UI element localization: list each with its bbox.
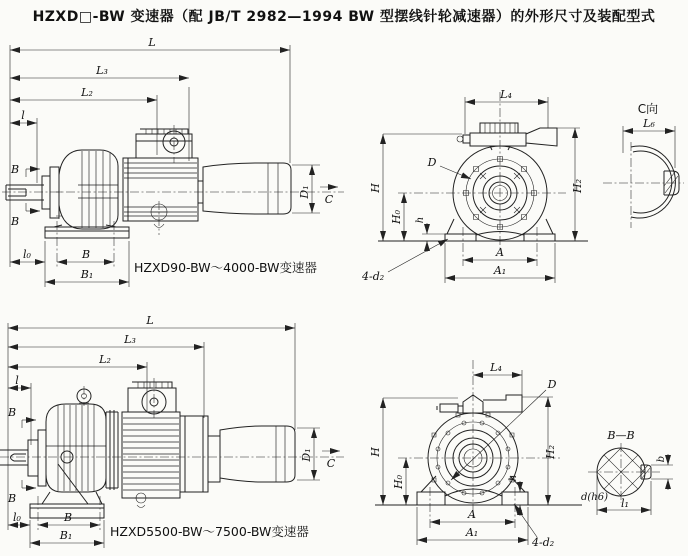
shaft-flange-discs bbox=[42, 167, 59, 218]
c-view bbox=[598, 98, 688, 233]
dim-label-D1: D₁ bbox=[300, 448, 313, 462]
extension-lines bbox=[10, 45, 320, 287]
dim-label-l0: l₀ bbox=[13, 511, 21, 524]
dim-label-B1: B₁ bbox=[80, 268, 94, 281]
leader-D bbox=[451, 390, 546, 480]
machine-side-view bbox=[2, 125, 344, 238]
input-shaft-clevis bbox=[0, 446, 28, 469]
dim-label-L6: L₆ bbox=[643, 117, 655, 130]
top-front-view bbox=[362, 88, 598, 296]
extension-lines bbox=[8, 323, 320, 548]
dim-label-d-h6: d(h6) bbox=[581, 492, 609, 503]
dimension-lines bbox=[369, 361, 557, 549]
motor-body bbox=[123, 158, 198, 221]
page-title: HZXD□-BW 变速器（配 JB/T 2982—1994 BW 型摆线针轮减速器）的外形尺寸及装配型式 bbox=[32, 9, 656, 25]
motor-fins bbox=[123, 418, 179, 490]
dimension-lines bbox=[361, 88, 584, 283]
dimension-lines bbox=[7, 314, 340, 548]
reducer-foot-base bbox=[45, 225, 129, 238]
flange-ribs bbox=[485, 123, 515, 133]
dim-label-l: l bbox=[21, 109, 25, 122]
dim-label-H2: H₂ bbox=[544, 444, 557, 460]
foot-web-edge bbox=[58, 464, 88, 504]
ring-adapter bbox=[106, 410, 118, 490]
dimension-lines bbox=[581, 454, 673, 515]
motor-fins bbox=[124, 163, 197, 216]
reducer-housing bbox=[59, 150, 118, 229]
inner-arc bbox=[633, 151, 672, 213]
dim-label-B: B bbox=[63, 511, 73, 524]
extension-lines bbox=[383, 97, 580, 283]
dim-label-L3: L₃ bbox=[124, 333, 136, 346]
terminal-box bbox=[128, 382, 176, 412]
fan-cover-seams bbox=[268, 163, 278, 214]
dim-label-L: L bbox=[148, 36, 156, 49]
view-label-C: C bbox=[326, 457, 336, 470]
reducer-fins bbox=[78, 151, 118, 228]
bb-section-title: B—B bbox=[607, 429, 635, 442]
outer-arc bbox=[631, 146, 675, 218]
dim-label-H2: H₂ bbox=[571, 178, 584, 194]
dim-label-A: A bbox=[468, 508, 476, 521]
top-side-view bbox=[2, 35, 352, 287]
section-label-B-top: B bbox=[10, 163, 20, 176]
extension-lines bbox=[597, 465, 673, 515]
fan-cover bbox=[220, 426, 295, 482]
dim-label-l1: l₁ bbox=[621, 497, 629, 510]
dim-label-4-d2: 4-d₂ bbox=[532, 536, 555, 549]
dim-label-H: H bbox=[369, 447, 382, 457]
leader-4-d2 bbox=[514, 504, 537, 537]
dim-label-H: H bbox=[369, 183, 382, 193]
dim-label-h: h bbox=[508, 474, 519, 482]
dim-label-b: b bbox=[656, 455, 667, 463]
spacer-ring bbox=[208, 436, 220, 482]
dim-label-l: l bbox=[15, 374, 19, 387]
rear-housing bbox=[180, 416, 208, 492]
dim-label-D: D bbox=[427, 156, 437, 169]
dim-label-H0: H₀ bbox=[392, 474, 405, 490]
section-label-B-bottom: B bbox=[10, 215, 20, 228]
input-shaft bbox=[6, 185, 44, 200]
dim-label-B: B bbox=[81, 248, 91, 261]
dim-label-L3: L₃ bbox=[96, 64, 108, 77]
section-label-B-top: B bbox=[7, 406, 17, 419]
bottom-side-view bbox=[0, 290, 350, 556]
dim-label-L4: L₄ bbox=[500, 88, 512, 101]
fan-cover-seams bbox=[276, 426, 285, 482]
dim-label-D: D bbox=[547, 378, 557, 391]
machine-front-view bbox=[378, 92, 588, 266]
section-label-B-bottom: B bbox=[7, 492, 17, 505]
terminal-box-ribs bbox=[138, 382, 168, 388]
view-label-C: C bbox=[324, 193, 334, 206]
reducer-fins bbox=[46, 404, 106, 491]
dim-label-A1: A₁ bbox=[493, 264, 507, 277]
dim-label-A: A bbox=[496, 246, 504, 259]
bb-section-view bbox=[580, 425, 688, 556]
caption-top-side: HZXD90-BW～4000-BW变速器 bbox=[134, 260, 317, 275]
dim-label-L: L bbox=[146, 314, 154, 327]
dim-label-B1: B₁ bbox=[59, 529, 73, 542]
dim-label-4-d2: 4-d₂ bbox=[362, 270, 385, 283]
dim-label-h: h bbox=[415, 216, 426, 224]
dim-label-L4: L₄ bbox=[490, 361, 502, 374]
machine-side-view bbox=[0, 378, 344, 518]
dim-label-A1: A₁ bbox=[465, 526, 479, 539]
dim-label-L2: L₂ bbox=[81, 86, 93, 99]
dim-label-H0: H₀ bbox=[390, 209, 403, 225]
bottom-front-view bbox=[370, 340, 598, 556]
dim-label-L2: L₂ bbox=[99, 353, 111, 366]
caption-bottom-side: HZXD5500-BW～7500-BW变速器 bbox=[110, 524, 309, 539]
leader-4-d2 bbox=[388, 239, 448, 272]
c-view-drawing bbox=[603, 142, 684, 228]
motor-body bbox=[122, 412, 180, 498]
side-plug bbox=[457, 136, 463, 142]
centerlines bbox=[398, 92, 566, 252]
c-view-title: C向 bbox=[637, 102, 659, 116]
key-hatching bbox=[641, 465, 650, 478]
dim-label-l0: l₀ bbox=[23, 248, 31, 261]
dim-label-D1: D₁ bbox=[298, 185, 311, 199]
